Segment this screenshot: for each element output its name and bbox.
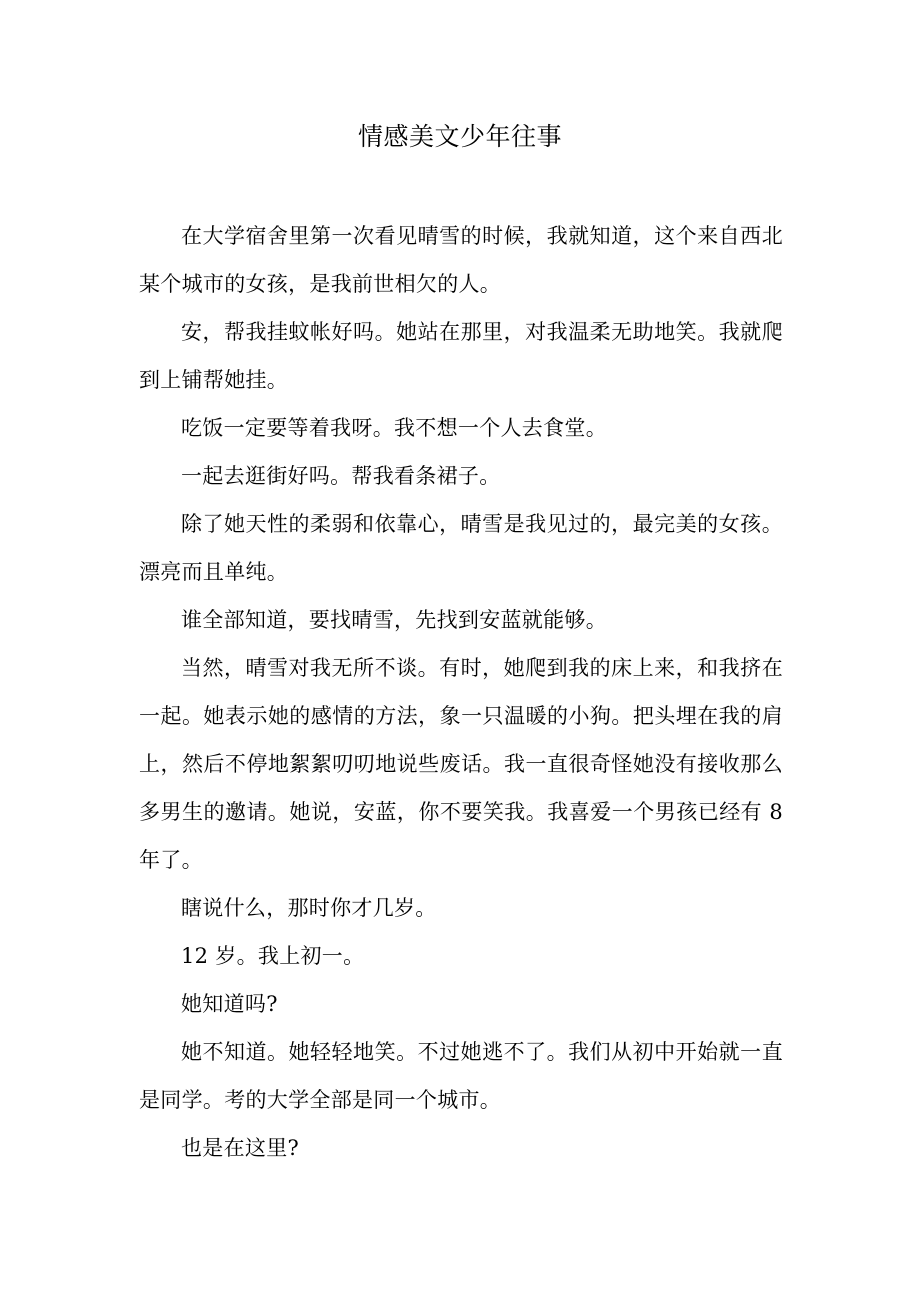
paragraph: 谁全部知道，要找晴雪，先找到安蓝就能够。: [181, 608, 607, 632]
paragraph: 吃饭一定要等着我呀。我不想一个人去食堂。: [181, 416, 607, 440]
paragraph: 也是在这里?: [181, 1136, 300, 1160]
paragraph: 瞎说什么，那时你才几岁。: [181, 896, 437, 920]
paragraph: 她不知道。她轻轻地笑。不过她逃不了。我们从初中开始就一直是同学。考的大学全部是同一个城市。: [139, 1040, 783, 1112]
paragraph: 12 岁。我上初一。: [181, 944, 365, 968]
paragraph: 在大学宿舍里第一次看见晴雪的时候，我就知道，这个来自西北某个城市的女孩，是我前世相欠的人。: [139, 224, 783, 296]
paragraph: 她知道吗?: [181, 992, 278, 1016]
paragraph: 一起去逛街好吗。帮我看条裙子。: [181, 464, 501, 488]
paragraph: 安，帮我挂蚊帐好吗。她站在那里，对我温柔无助地笑。我就爬到上铺帮她挂。: [139, 320, 783, 392]
paragraph: 当然，晴雪对我无所不谈。有时，她爬到我的床上来，和我挤在一起。她表示她的感情的方法，象一只温暖的小狗。把头埋在我的肩上，然后不停地絮絮叨叨地说些废话。我一直很奇怪她没有接收那么多男生的邀请。她说，安蓝，你不要笑我。我喜爱一个男孩已经有 8 年了。: [139, 656, 783, 872]
paragraph: 除了她天性的柔弱和依靠心，晴雪是我见过的，最完美的女孩。漂亮而且单纯。: [139, 512, 783, 584]
document-title: 情感美文少年往事: [357, 122, 562, 151]
document-body: [139, 212, 783, 1172]
